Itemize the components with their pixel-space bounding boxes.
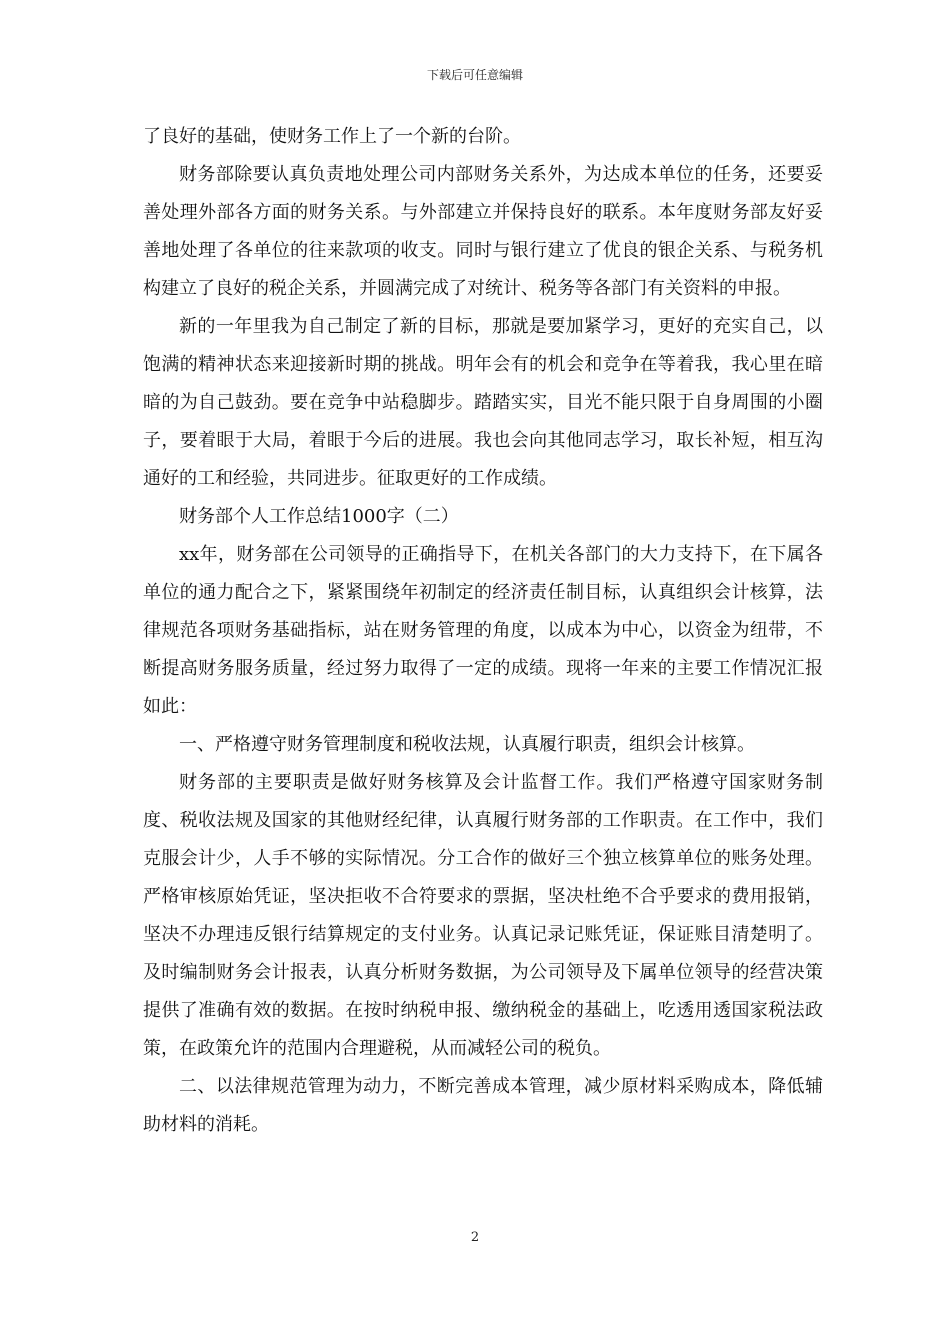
paragraph-4: xx年，财务部在公司领导的正确指导下，在机关各部门的大力支持下，在下属各单位的通力配合之下，紧紧围绕年初制定的经济责任制目标，认真组织会计核算，法律规范各项财务基础指标，站在财务管理的角度，以成本为中心，以资金为纽带，不断提高财务服务质量，经过努力取得了一定的成绩。现将一年来的主要工作情况汇报如此： (143, 544, 823, 717)
subheading-1: 一、严格遵守财务管理制度和税收法规，认真履行职责，组织会计核算。 (179, 734, 755, 755)
section-heading-2: 财务部个人工作总结1000字（二） (179, 506, 459, 527)
paragraph-3: 新的一年里我为自己制定了新的目标，那就是要加紧学习，更好的充实自己，以饱满的精神状态来迎接新时期的挑战。明年会有的机会和竞争在等着我，我心里在暗暗的为自己鼓劲。要在竞争中站稳脚步。踏踏实实，目光不能只限于自身周围的小圈子，要着眼于大局，着眼于今后的进展。我也会向其他同志学习，取长补短，相互沟通好的工和经验，共同进步。征取更好的工作成绩。 (143, 316, 823, 489)
page-number: 2 (470, 1230, 480, 1245)
page-header: 下载后可任意编辑 (426, 68, 523, 82)
paragraph-5: 财务部的主要职责是做好财务核算及会计监督工作。我们严格遵守国家财务制度、税收法规及国家的其他财经纪律，认真履行财务部的工作职责。在工作中，我们克服会计少，人手不够的实际情况。分工合作的做好三个独立核算单位的账务处理。严格审核原始凭证，坚决拒收不合符要求的票据，坚决杜绝不合乎要求的费用报销，坚决不办理违反银行结算规定的支付业务。认真记录记账凭证，保证账目清楚明了。及时编制财务会计报表，认真分析财务数据，为公司领导及下属单位领导的经营决策提供了准确有效的数据。在按时纳税申报、缴纳税金的基础上，吃透用透国家税法政策，在政策允许的范围内合理避税，从而减轻公司的税负。 (143, 772, 823, 1059)
document-body (143, 118, 823, 1144)
subheading-2: 二、以法律规范管理为动力，不断完善成本管理，减少原材料采购成本，降低辅助材料的消耗。 (143, 1076, 823, 1135)
paragraph-2: 财务部除要认真负责地处理公司内部财务关系外，为达成本单位的任务，还要妥善处理外部各方面的财务关系。与外部建立并保持良好的联系。本年度财务部友好妥善地处理了各单位的往来款项的收支。同时与银行建立了优良的银企关系、与税务机构建立了良好的税企关系，并圆满完成了对统计、税务等各部门有关资料的申报。 (143, 164, 823, 299)
paragraph-1: 了良好的基础，使财务工作上了一个新的台阶。 (143, 126, 521, 147)
